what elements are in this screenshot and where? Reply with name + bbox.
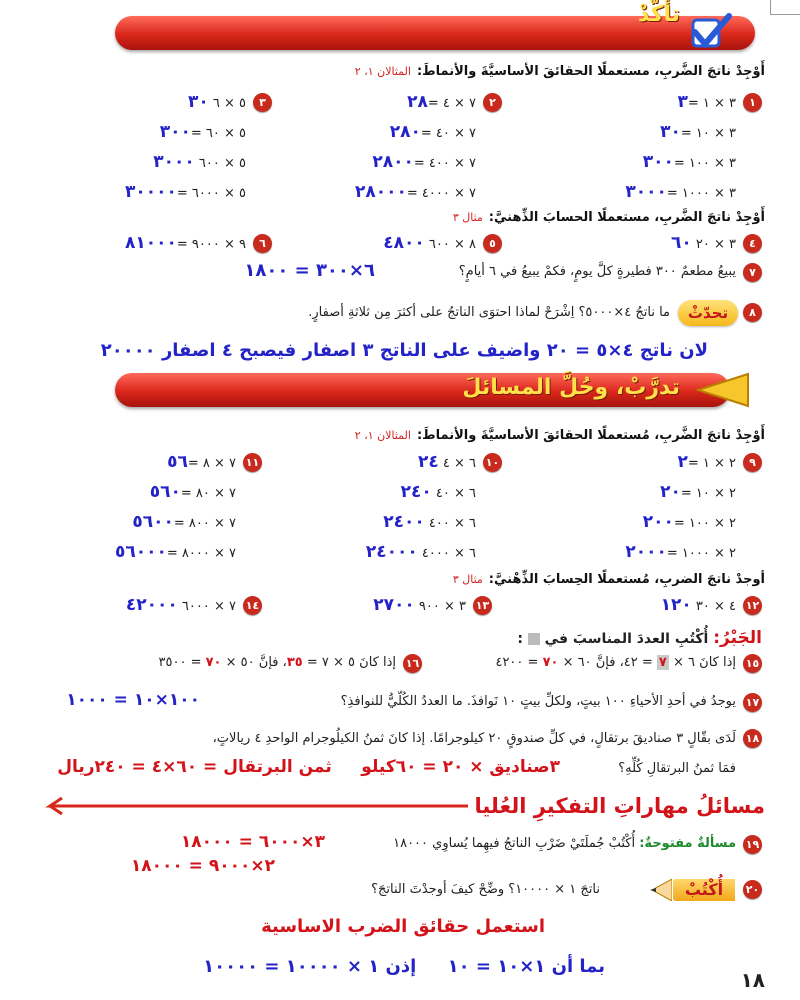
instruction-basic-facts bbox=[355, 64, 765, 79]
algebra-problem: إذا كانَ ٦ × ٧ = ٤٢، فإنَّ ٦٠ × ٧٠ = ٤٢٠٠ bbox=[495, 655, 736, 670]
exercise-number: ٢ bbox=[483, 93, 502, 112]
exercise-number: ١٦ bbox=[403, 654, 422, 673]
exercise-number: ٩ bbox=[743, 453, 762, 472]
exercise-number: ١٢ bbox=[743, 596, 762, 615]
algebra-text: أُكْتُبِ العددَ المناسبَ في bbox=[544, 631, 709, 647]
exercise-line: ٣ × ٩٠٠ ٢٧٠٠ bbox=[373, 595, 466, 615]
handwritten-answer: ٣×٦٠٠٠ = ١٨٠٠٠ bbox=[180, 832, 325, 852]
exercise-line: ٣ × ١٠ =٣٠ bbox=[660, 122, 736, 142]
section-title-confirm: تأكّدْ bbox=[637, 2, 680, 27]
exercise-line: ٧ × ٨٠٠ =٥٦٠٠ bbox=[132, 512, 236, 532]
word-problem-text: يبيعُ مطعمٌ ٣٠٠ فطيرةٍ كلَّ يومٍ، فكمْ يبيعُ في ٦ أيامٍ؟ bbox=[458, 264, 736, 279]
exercise-line: ٩ × ٩٠٠٠ =٨١٠٠٠ bbox=[124, 233, 246, 253]
handwritten-answer: ٢×٩٠٠٠ = ١٨٠٠٠ bbox=[130, 856, 275, 876]
top-margin-line bbox=[770, 0, 771, 14]
exercise-line: ٧ × ٨ =٥٦ bbox=[167, 452, 236, 472]
example-ref: المثالان ١، ٢ bbox=[354, 429, 411, 442]
exercise-line: ٢ × ١٠٠٠ =٢٠٠٠ bbox=[625, 542, 736, 562]
exercise-line: ٥ × ٦٠٠ ٣٠٠٠ bbox=[153, 152, 246, 172]
algebra-heading: الجَبْرُ: أُكْتُبِ العددَ المناسبَ في : bbox=[517, 628, 762, 648]
exercise-line: ٢ × ١٠ =٢٠ bbox=[660, 482, 736, 502]
exercise-line: ٣ × ١٠٠ =٣٠٠ bbox=[642, 152, 736, 172]
instruction-mental-math bbox=[453, 210, 765, 225]
blank-box-icon: ٧ bbox=[658, 655, 667, 670]
talk-label: تحدّثْ bbox=[678, 300, 738, 326]
exercise-number: ٣ bbox=[253, 93, 272, 112]
exercise-line: ٣ × ١ =٣ bbox=[677, 92, 736, 112]
exercise-line: ٧ × ٨٠٠٠ =٥٦٠٠٠ bbox=[114, 542, 236, 562]
instruction-text: أوجدْ ناتجَ الضربِ، مُستعملًا الحِسابَ الذِّهْنيَّ: bbox=[488, 572, 765, 587]
word-problem-text: لَدَى بقّالٍ ٣ صناديقَ برتقالٍ، في كلِّ صندوقٍ ٢٠ كيلوجرامًا. إذا كانَ ثمنُ الكيلُوجرام الواحدِ ٤ ريالاتٍ، bbox=[212, 731, 736, 746]
exercise-line: ٢ × ١٠٠ =٢٠٠ bbox=[642, 512, 736, 532]
algebra-problem: إذا كانَ ٥ × ٧ = ٣٥، فإنَّ ٥٠ × ٧٠ = ٣٥٠٠ bbox=[158, 655, 396, 670]
exercise-number: ٧ bbox=[743, 263, 762, 282]
pencil-tip-icon bbox=[646, 879, 672, 901]
handwritten-answer: استعمل حقائق الضرب الاساسية bbox=[261, 916, 545, 937]
exercise-number: ١٩ bbox=[743, 835, 762, 854]
exercise-line: ٧ × ٤٠٠ =٢٨٠٠ bbox=[372, 152, 476, 172]
exercise-line: ٥ × ٦٠٠٠ =٣٠٠٠٠ bbox=[124, 182, 246, 202]
word-problem-text: يوجدُ في أحدِ الأحياءِ ١٠٠ بيتٍ، ولكلِّ بيتٍ ١٠ نَوافذَ. ما العددُ الكُلّيُّ للنوافذِ؟ bbox=[340, 694, 736, 709]
exercise-number: ١٧ bbox=[743, 693, 762, 712]
write-label: أُكْتُبْ bbox=[673, 879, 735, 901]
instruction-text: أَوْجِدْ ناتجَ الضَّربِ، مستعملًا الحقائقَ الأساسيَّةَ والأنماطَ: bbox=[416, 64, 765, 79]
instruction-text: أَوْجِدْ ناتجَ الضَّربِ، مُستعملًا الحقائقَ الأساسيَّةَ والأنماطَ: bbox=[416, 428, 765, 443]
exercise-line: ٦ × ٤٠٠٠ ٢٤٠٠٠ bbox=[365, 542, 476, 562]
checkmark-icon bbox=[685, 12, 733, 52]
handwritten-answer: ١٠٠×١٠ = ١٠٠٠ bbox=[66, 690, 200, 710]
exercise-number: ١٠ bbox=[483, 453, 502, 472]
exercise-line: ٨ × ٦٠٠ ٤٨٠٠ bbox=[383, 233, 476, 253]
exercise-line: ٦ × ٤٠ ٢٤٠ bbox=[400, 482, 476, 502]
handwritten-answer: بما أن ١×١٠ = ١٠ إذن ١ × ١٠٠٠٠ = ١٠٠٠٠ bbox=[203, 956, 605, 977]
exercise-number: ٥ bbox=[483, 234, 502, 253]
exercise-number: ٦ bbox=[253, 234, 272, 253]
exercise-number: ١ bbox=[743, 93, 762, 112]
instruction-text: أَوْجِدْ ناتجَ الضَّربِ، مستعملًا الحسابَ الذِّهنيَّ: bbox=[488, 210, 765, 225]
instruction-mental-math bbox=[453, 572, 765, 587]
exercise-line: ٣ × ١٠٠٠ =٣٠٠٠ bbox=[625, 182, 736, 202]
example-ref: المثالان ١، ٢ bbox=[354, 65, 411, 78]
exercise-line: ٢ × ١ =٢ bbox=[677, 452, 736, 472]
open-problem-label: مسألةٌ مفتوحةٌ: bbox=[639, 836, 736, 851]
example-ref: مثال ٣ bbox=[452, 573, 483, 586]
exercise-line: ٣ × ٢٠ ٦٠ bbox=[670, 233, 736, 253]
word-problem-text: ناتجَ ١ × ١٠٠٠٠؟ وضِّحْ كيفَ أوجدْتَ الناتجَ؟ bbox=[371, 882, 600, 897]
handwritten-answer: ٣صناديق × ٢٠ = ٦٠كيلو ثمن البرتقال = ٦٠×٤ = ٢٤٠ريال bbox=[57, 757, 560, 777]
handwritten-answer: لان ناتج ٤×٥ = ٢٠ واضيف على الناتج ٣ اصفار فيصبح ٤ اصفار ٢٠٠٠٠ bbox=[100, 340, 708, 361]
page-number: ١٨ bbox=[740, 968, 765, 992]
exercise-number: ١١ bbox=[243, 453, 262, 472]
exercise-line: ٧ × ٤٠ =٢٨٠ bbox=[389, 122, 476, 142]
section-title-practice: تدرَّبْ، وحُلَّ المسائلَ bbox=[462, 375, 680, 400]
exercise-line: ٦ × ٤٠٠ ٢٤٠٠ bbox=[383, 512, 476, 532]
section-title-hot: مسائلُ مهاراتِ التفكيرِ العُليا bbox=[468, 794, 765, 818]
right-margin-line bbox=[770, 14, 800, 15]
exercise-line: ٥ × ٦ ٣٠ bbox=[187, 92, 246, 112]
exercise-number: ٨ bbox=[743, 303, 762, 322]
word-problem-text: ما ناتجُ ٤×٥٠٠٠؟ اِشْرَحْ لماذا احتوَى الناتجُ على أكثرَ مِن ثلاثةِ أصفارٍ. bbox=[308, 305, 670, 320]
exercise-line: ٧ × ٤٠٠٠ =٢٨٠٠٠ bbox=[354, 182, 476, 202]
instruction-basic-facts bbox=[355, 428, 765, 443]
example-ref: مثال ٣ bbox=[452, 211, 483, 224]
exercise-number: ١٤ bbox=[243, 596, 262, 615]
word-problem-text: فمَا ثمنُ البرتقالِ كُلِّهِ؟ bbox=[618, 761, 736, 776]
exercise-number: ١٣ bbox=[473, 596, 492, 615]
exercise-line: ٥ × ٦٠ =٣٠٠ bbox=[159, 122, 246, 142]
exercise-line: ٧ × ٤ =٢٨ bbox=[407, 92, 476, 112]
exercise-line: ٤ × ٣٠ ١٢٠ bbox=[660, 595, 736, 615]
handwritten-answer: ٦×٣٠٠ = ١٨٠٠ bbox=[244, 260, 375, 281]
blank-box-icon bbox=[528, 633, 540, 645]
exercise-line: ٧ × ٦٠٠٠ ٤٢٠٠٠ bbox=[125, 595, 236, 615]
arrow-icon bbox=[690, 370, 750, 410]
exercise-number: ٢٠ bbox=[743, 880, 762, 899]
exercise-number: ١٨ bbox=[743, 729, 762, 748]
algebra-label: الجَبْرُ: bbox=[713, 628, 762, 648]
exercise-line: ٧ × ٨٠ =٥٦٠ bbox=[149, 482, 236, 502]
exercise-number: ٤ bbox=[743, 234, 762, 253]
exercise-number: ١٥ bbox=[743, 654, 762, 673]
exercise-line: ٦ × ٤ ٢٤ bbox=[417, 452, 476, 472]
word-problem-text: مسألةٌ مفتوحةٌ: أُكْتُبْ جُملَتَيْ ضَرْبِ الناتجُ فيهِما يُساوِي ١٨٠٠٠ bbox=[393, 836, 736, 851]
